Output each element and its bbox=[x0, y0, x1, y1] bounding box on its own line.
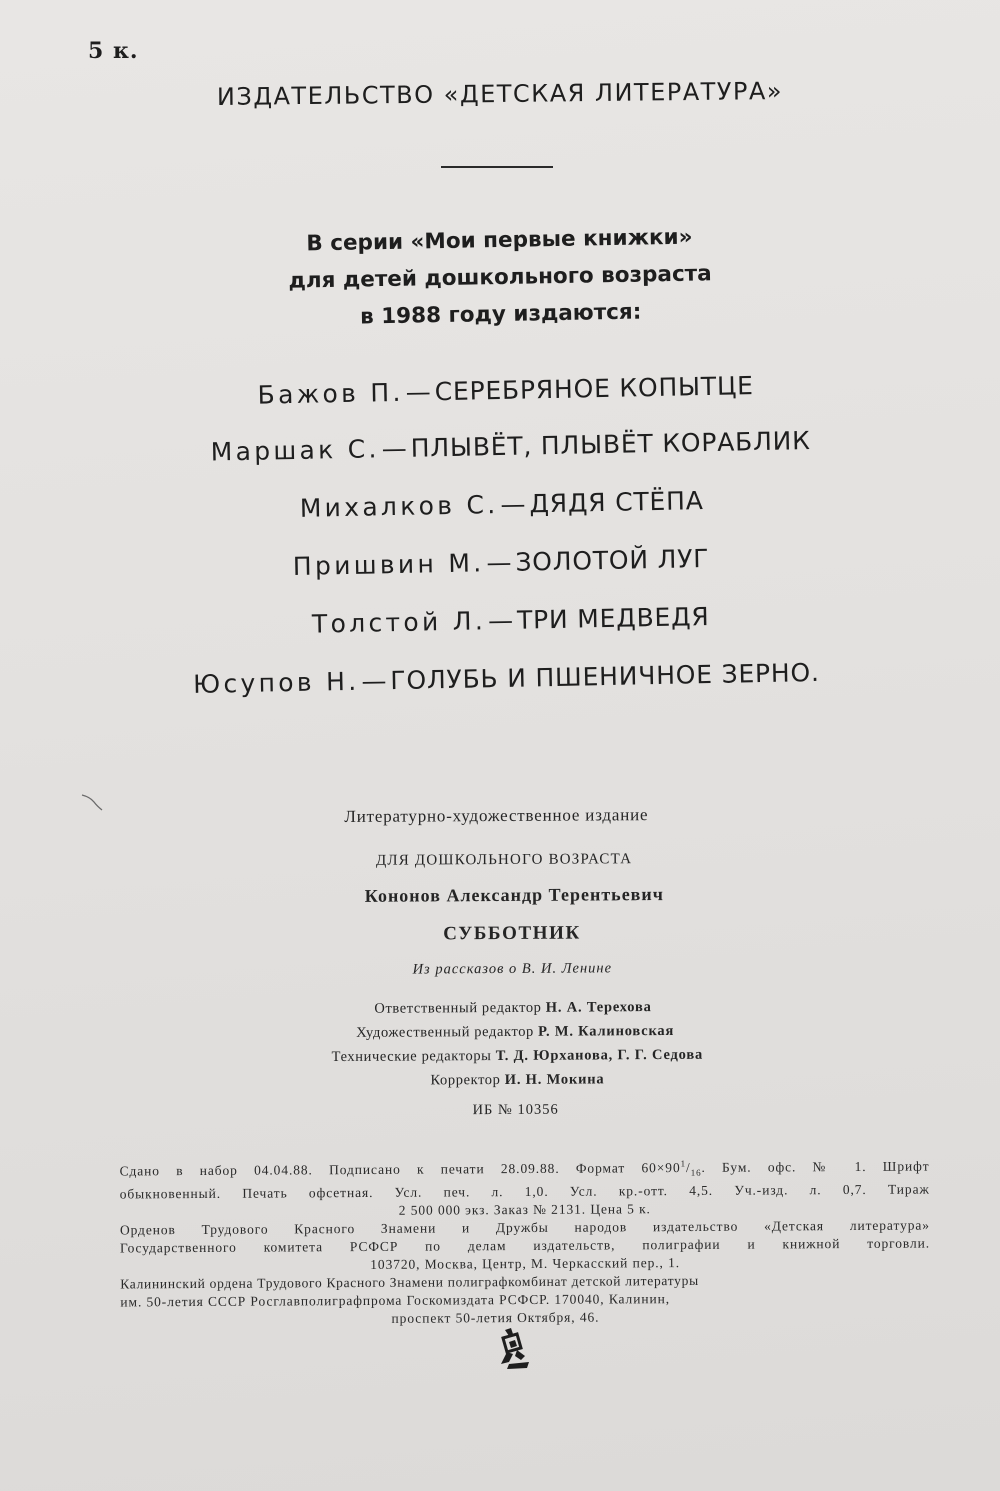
book-dash: — bbox=[381, 433, 408, 464]
book-list-item bbox=[257, 371, 754, 415]
credit-role: Ответственный редактор bbox=[374, 999, 542, 1017]
tech-text: Сдано в набор 04.04.88. Подписано к печати 28.09.88. Формат 60×90 bbox=[119, 1160, 681, 1179]
tech-text: . Бум. офс. № 1. Шрифт bbox=[701, 1158, 930, 1175]
book-author: Маршак С. bbox=[210, 434, 381, 467]
book-title: СЕРЕБРЯНОЕ КОПЫТЦЕ bbox=[434, 371, 755, 407]
book-main-title: СУББОТНИК bbox=[443, 922, 581, 945]
book-author: Михалков С. bbox=[299, 490, 499, 523]
book-author: Толстой Л. bbox=[311, 606, 487, 639]
credits-list bbox=[0, 993, 1000, 1095]
book-author: Юсупов Н. bbox=[192, 666, 360, 699]
ib-number: ИБ № 10356 bbox=[472, 1101, 559, 1119]
imprint-block bbox=[0, 803, 1000, 1122]
series-line: В серии «Мои первые книжки» bbox=[306, 224, 693, 257]
credit-name: И. Н. Мокина bbox=[504, 1071, 605, 1088]
book-list bbox=[0, 358, 997, 699]
edition-genre: Литературно-художественное издание bbox=[344, 805, 649, 826]
book-list-item bbox=[312, 602, 710, 644]
book-list-item bbox=[193, 658, 820, 704]
tech-line: Орденов Трудового Красного Знамени и Дружбы народов издательство «Детская литература» bbox=[119, 1217, 930, 1238]
book-list-item bbox=[299, 486, 703, 528]
tech-line: им. 50-летия СССР Росглавполиграфпрома Госкомиздата РСФСР. 170040, Калинин, bbox=[120, 1290, 670, 1310]
tech-fraction-den: 16 bbox=[690, 1167, 702, 1178]
book-author-name: Кононов Александр Терентьевич bbox=[364, 883, 664, 906]
tech-line: 103720, Москва, Центр, М. Черкасский пер., 1. bbox=[370, 1254, 681, 1272]
publisher-logo-icon bbox=[495, 1326, 535, 1372]
book-author: Бажов П. bbox=[257, 377, 404, 410]
tech-line: проспект 50-летия Октября, 46. bbox=[391, 1309, 600, 1326]
book-title: ПЛЫВЁТ, ПЛЫВЁТ КОРАБЛИК bbox=[410, 426, 811, 463]
credit-name: Н. А. Терехова bbox=[545, 999, 652, 1016]
credit-name: Р. М. Калиновская bbox=[538, 1022, 675, 1040]
tech-fraction-slash: / bbox=[685, 1159, 691, 1176]
book-dash: — bbox=[405, 377, 431, 407]
book-dash: — bbox=[361, 666, 387, 696]
series-line: для детей дошкольного возраста bbox=[288, 261, 712, 294]
book-dash: — bbox=[486, 547, 512, 578]
credit-line bbox=[34, 1065, 1000, 1095]
book-title: ДЯДЯ СТЁПА bbox=[529, 486, 704, 519]
divider-rule bbox=[441, 166, 553, 168]
book-list-item bbox=[210, 426, 811, 472]
credit-role: Художественный редактор bbox=[356, 1023, 534, 1041]
credit-role: Корректор bbox=[430, 1071, 501, 1089]
technical-details bbox=[119, 1158, 930, 1330]
tech-line: Государственного комитета РСФСР по делам издательств, полиграфии и книжной торговли. bbox=[119, 1235, 931, 1256]
book-dash: — bbox=[487, 605, 514, 636]
audience-label: ДЛЯ ДОШКОЛЬНОГО ВОЗРАСТА bbox=[375, 851, 633, 869]
book-title: ЗОЛОТОЙ ЛУГ bbox=[515, 543, 710, 577]
tech-fraction-num: 1 bbox=[680, 1158, 686, 1169]
book-title: ТРИ МЕДВЕДЯ bbox=[516, 601, 710, 635]
credit-role: Технические редакторы bbox=[331, 1048, 492, 1066]
book-title: ГОЛУБЬ И ПШЕНИЧНОЕ ЗЕРНО. bbox=[390, 657, 820, 696]
tech-line: Калининский ордена Трудового Красного Знамени полиграфкомбинат детской литературы bbox=[120, 1272, 699, 1292]
book-list-item bbox=[293, 544, 710, 586]
price-label: 5 к. bbox=[88, 38, 139, 64]
series-announcement bbox=[0, 213, 1000, 341]
tech-line: обыкновенный. Печать офсетная. Усл. печ. л. 1,0. Усл. кр.-отт. 4,5. Уч.-изд. л. 0,7. Тираж bbox=[119, 1181, 930, 1202]
series-line: в 1988 году издаются: bbox=[359, 299, 642, 330]
book-dash: — bbox=[500, 489, 526, 519]
publisher-name: ИЗДАТЕЛЬСТВО «ДЕТСКАЯ ЛИТЕРАТУРА» bbox=[216, 77, 784, 111]
tech-line: 2 500 000 экз. Заказ № 2131. Цена 5 к. bbox=[398, 1200, 651, 1218]
credit-name: Т. Д. Юрханова, Г. Г. Седова bbox=[495, 1046, 704, 1065]
book-author: Пришвин М. bbox=[292, 548, 485, 581]
book-subtitle: Из рассказов о В. И. Ленине bbox=[412, 960, 613, 978]
